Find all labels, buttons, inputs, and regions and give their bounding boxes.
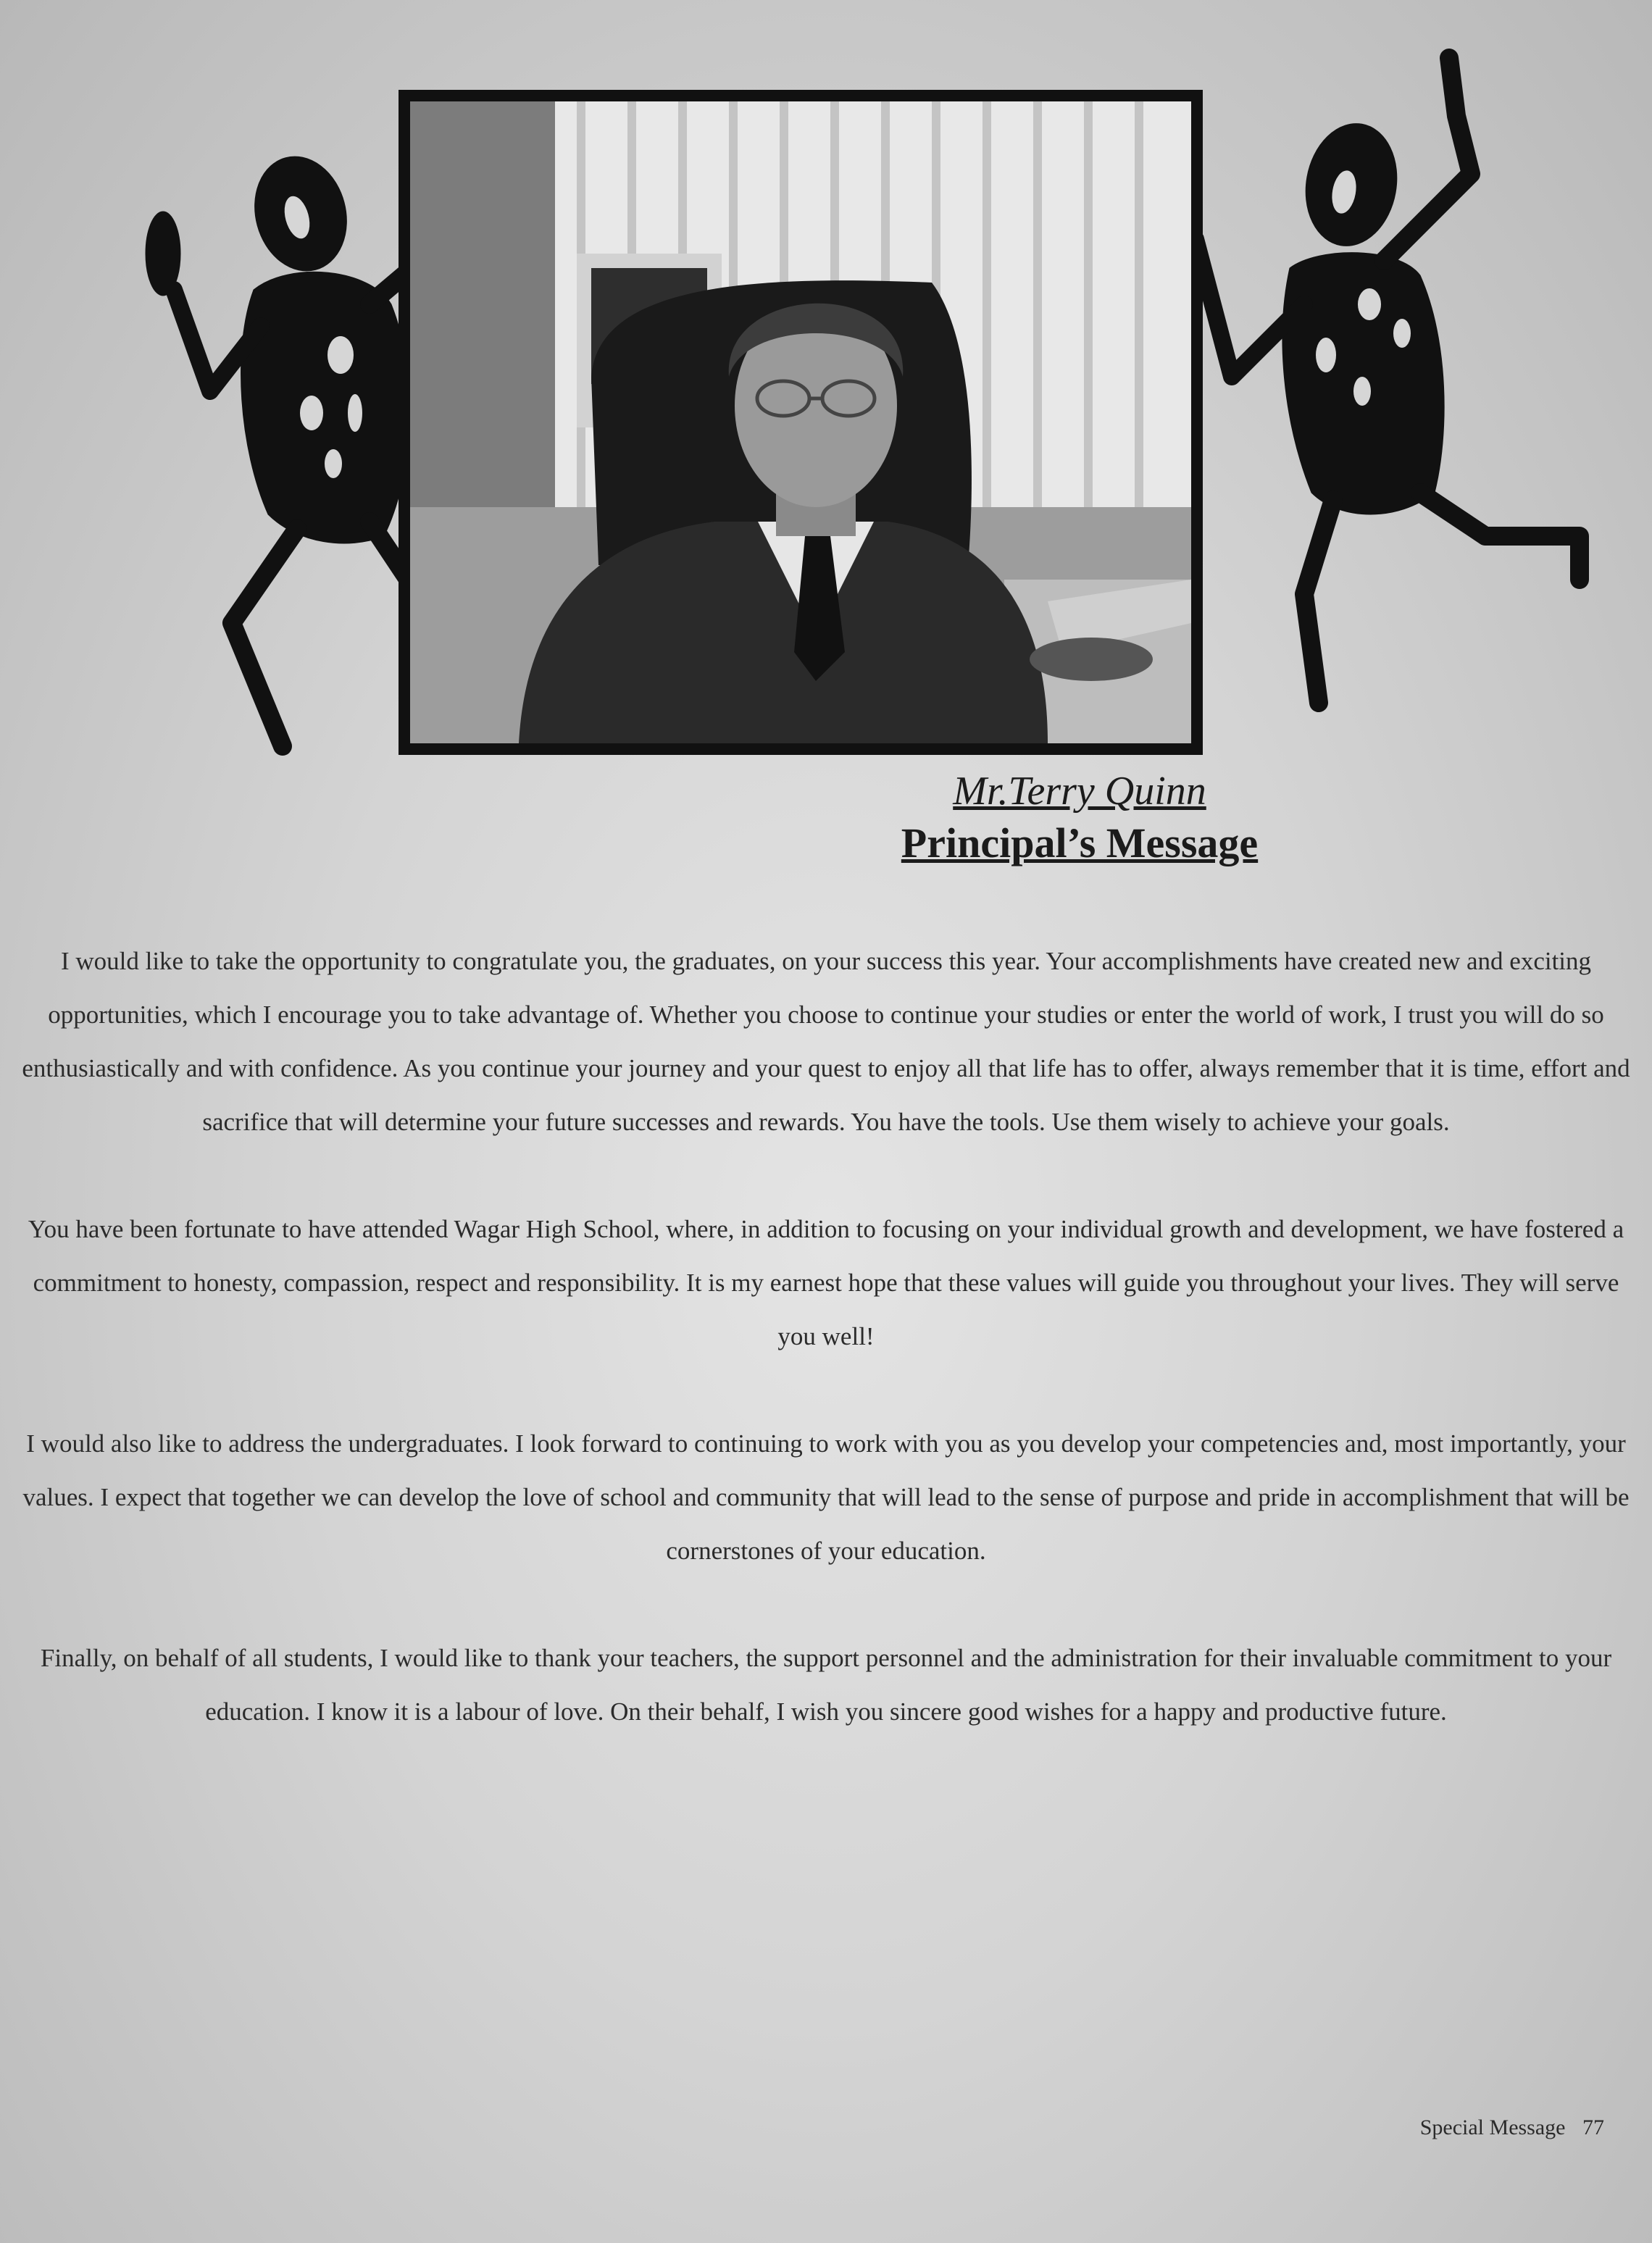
- page-title: Principal’s Message: [901, 819, 1259, 866]
- message-paragraph-4: Finally, on behalf of all students, I would like to thank your teachers, the support personnel and the administration for their invaluable commitment to your education. I know it is a labour of love. On their behalf, I wish you sincere good wishes for a happy and productive future.: [40, 1644, 1612, 1726]
- page-number: 77: [1582, 2115, 1604, 2139]
- footer-section-label: Special Message: [1419, 2115, 1566, 2139]
- principal-name: Mr.Terry Quinn: [953, 769, 1206, 814]
- page-footer: [1420, 2115, 1604, 2140]
- principal-photo-frame: [399, 90, 1203, 755]
- message-paragraph-3: I would also like to address the undergraduates. I look forward to continuing to work with you as you develop your competencies and, most importantly, your values. I expect that together we can develop the love of school and community that will lead to the sense of purpose and pride in accomplishment that will be cornerstones of your education.: [22, 1429, 1630, 1565]
- message-body: [22, 935, 1630, 1792]
- dancing-figure-right-illustration: [1145, 29, 1594, 724]
- message-paragraph-2: You have been fortunate to have attended Wagar High School, where, in addition to focusing on your individual growth and development, we have fostered a commitment to honesty, compassion, respect and responsibility. It is my earnest hope that these values will guide you throughout your lives. They will serve you well!: [28, 1215, 1624, 1350]
- principal-photo: [410, 101, 1191, 743]
- message-paragraph-1: I would like to take the opportunity to congratulate you, the graduates, on your success this year. Your accomplishments have created new and exciting opportunities, which I encourage you to take advantage of. Whether you choose to continue your studies or enter the world of work, I trust you will do so enthusiastically and with confidence. As you continue your journey and your quest to enjoy all that life has to offer, always remember that it is time, effort and sacrifice that will determine your future successes and rewards. You have the tools. Use them wisely to achieve your goals.: [22, 947, 1630, 1136]
